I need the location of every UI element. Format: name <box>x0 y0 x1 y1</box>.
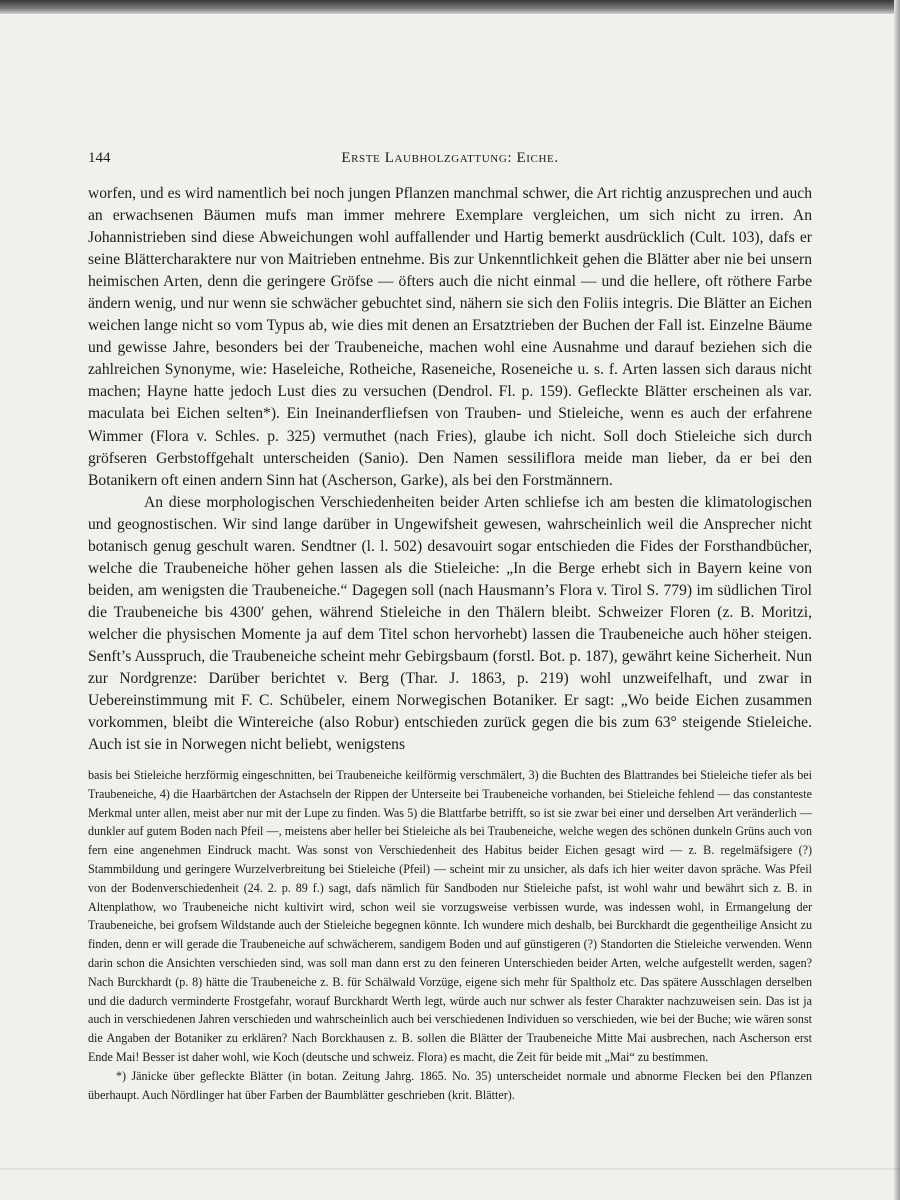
running-title: Erste Laubholzgattung: Eiche. <box>341 150 559 166</box>
scan-right-edge <box>894 0 900 1200</box>
scan-top-shadow <box>0 0 900 14</box>
footnote-continuation: basis bei Stieleiche herzförmig eingeschnitten, bei Traubeneiche keilförmig verschmälert, 3) die Buchten des Blattrandes bei Stieleiche tiefer als bei Traubeneiche, 4) die Haarbärtchen der Astachseln der Rippen der Unterseite bei Traubeneiche vorhanden, bei Stieleiche fehlend — das constanteste Merkmal unter allen, meist aber nur mit der Lupe zu finden. Was 5) die Blattfarbe betrifft, so ist sie zwar bei einer und derselben Art veränderlich — dunkler auf gutem Boden nach Pfeil —, meistens aber heller bei Stieleiche als bei Traubeneiche, welche wegen des schönen dunkeln Grüns auch von fern eine angenehmen Eindruck macht. Was sonst von Verschiedenheit des Habitus beider Eichen gesagt wird — z. B. regelmäfsigere (?) Stammbildung und geringere Wurzelverbreitung bei Stieleiche (Pfeil) — scheint mir zu unsicher, als dafs ich hier weiter davon spräche. Was Pfeil von der Bodenverschiedenheit (24. 2. p. 89 f.) sagt, dafs nämlich für Sandboden nur Stieleiche pafst, ist wohl wahr und bewährt sich z. B. in Altenplathow, wo Traubeneiche nicht kultivirt wird, schon weil sie vorzugsweise verbissen wurde, was indessen wohl, in Ermangelung der Traubeneiche, bei grofsem Wildstande auch der Stieleiche begegnen könnte. Ich wundere mich deshalb, bei Burckhardt die gegentheilige Ansicht zu finden, denn er will gerade die Traubeneiche auf schwächerem, sandigem Boden und auf günstigeren (?) Standorten die Stieleiche verwenden. Wenn darin schon die Ansichten verschieden sind, was soll man dann erst zu den feineren Unterschieden beider Arten, welche aufgestellt werden, sagen? Nach Burckhardt (p. 8) hätte die Traubeneiche z. B. für Schälwald Vorzüge, eigene sich mehr für Spaltholz etc. Das spätere Ausschlagen derselben und die dadurch verminderte Frostgefahr, worauf Burckhardt Werth legt, würde auch nur schwer als fester Charakter nachzuweisen sein. Das ist ja auch in verschiedenen Jahren verschieden und wahrscheinlich auch bei verschiedenen Individuen so verschieden, wie bei der Buche; wie wären sonst die Angaben der Botaniker zu erklären? Nach Borckhausen z. B. sollen die Blätter der Traubeneiche Mitte Mai ausbrechen, nach Ascherson erst Ende Mai! Besser ist daher wohl, wie Koch (deutsche und schweiz. Flora) es macht, die Zeit für beide mit „Mai“ zu bestimmen. <box>88 768 813 1064</box>
page-header <box>88 150 812 172</box>
body-paragraph: worfen, und es wird namentlich bei noch jungen Pflanzen manchmal schwer, die Art richtig anzusprechen und auch an erwachsenen Bäumen mufs man immer mehrere Exemplare vergleichen, um sich nicht zu irren. An Johannistrieben sind diese Abweichungen wohl auffallender und Hartig bemerkt ausdrücklich (Cult. 103), dafs er seine Blättercharaktere nur von Maitrieben entnehme. Bis zur Unkenntlichkeit gehen die Blätter aber nie bei unsern heimischen Arten, denn die geringere Gröfse — öfters auch die nicht einmal — und die hellere, oft röthere Farbe ändern wenig, und nur wenn sie schwächer gebuchtet sind, nähern sie sich den Foliis integris. Die Blätter an Eichen weichen lange nicht so vom Typus ab, wie dies mit denen an Ersatztrieben der Buchen der Fall ist. Einzelne Bäume und gewisse Jahre, besonders bei der Traubeneiche, machen wohl eine Ausnahme und darauf beziehen sich die zahlreichen Synonyme, wie: Haseleiche, Rotheiche, Raseneiche, Roseneiche u. s. f. Arten lassen sich daraus nicht machen; Hayne hatte jedoch Lust dies zu versuchen (Dendrol. Fl. p. 159). Gefleckte Blätter erscheinen als var. maculata bei Eichen selten*). Ein Ineinanderfliefsen von Trauben- und Stieleiche, wenn es auch der erfahrene Wimmer (Flora v. Schles. p. 325) vermuthet (nach Fries), glaube ich nicht. Soll doch Stieleiche sich durch gröfseren Gerbstoffgehalt unterscheiden (Sanio). Den Namen sessiliflora meide man lieber, da er bei den Botanikern oft einen andern Sinn hat (Ascherson, Garke), als bei den Forstmännern. <box>88 185 812 489</box>
footnote: *) Jänicke über gefleckte Blätter (in botan. Zeitung Jahrg. 1865. No. 35) unterscheidet normale und abnorme Flecken bei den Pflanzen überhaupt. Auch Nördlinger hat über Farben der Baumblätter geschrieben (krit. Blätter). <box>88 1068 812 1102</box>
footnotes <box>88 766 812 1104</box>
main-text <box>88 183 812 756</box>
body-paragraph: An diese morphologischen Verschiedenheiten beider Arten schliefse ich am besten die klimatologischen und geognostischen. Wir sind lange darüber in Ungewifsheit gewesen, wahrscheinlich weil die Ansprecher nicht botanisch genug geschult waren. Sendtner (l. l. 502) desavouirt sogar entschieden die Fides der Forsthandbücher, welche die Traubeneiche höher gehen lassen als die Stieleiche: „In die Berge erhebt sich in Bayern keine von beiden, am wenigsten die Traubeneiche.“ Dagegen soll (nach Hausmann’s Flora v. Tirol S. 779) im südlichen Tirol die Traubeneiche bis 4300′ gehen, während Stieleiche in den Thälern bleibt. Schweizer Floren (z. B. Moritzi, welcher die physischen Momente ja auf dem Titel schon hervorhebt) lassen die Traubeneiche auch höher steigen. Senft’s Ausspruch, die Traubeneiche scheint mehr Gebirgsbaum (forstl. Bot. p. 187), gewährt keine Sicherheit. Nun zur Nordgrenze: Darüber berichtet v. Berg (Thar. J. 1863, p. 219) wohl unzweifelhaft, und zwar in Uebereinstimmung mit F. C. Schübeler, einem Norwegischen Botaniker. Er sagt: „Wo beide Eichen zusammen vorkommen, bleibt die Wintereiche (also Robur) entschieden zurück gegen die bis zum 63° steigende Stieleiche. Auch ist sie in Norwegen nicht beliebt, wenigstens <box>88 493 812 754</box>
page-number: 144 <box>88 150 111 166</box>
scan-bleed <box>0 1168 900 1170</box>
